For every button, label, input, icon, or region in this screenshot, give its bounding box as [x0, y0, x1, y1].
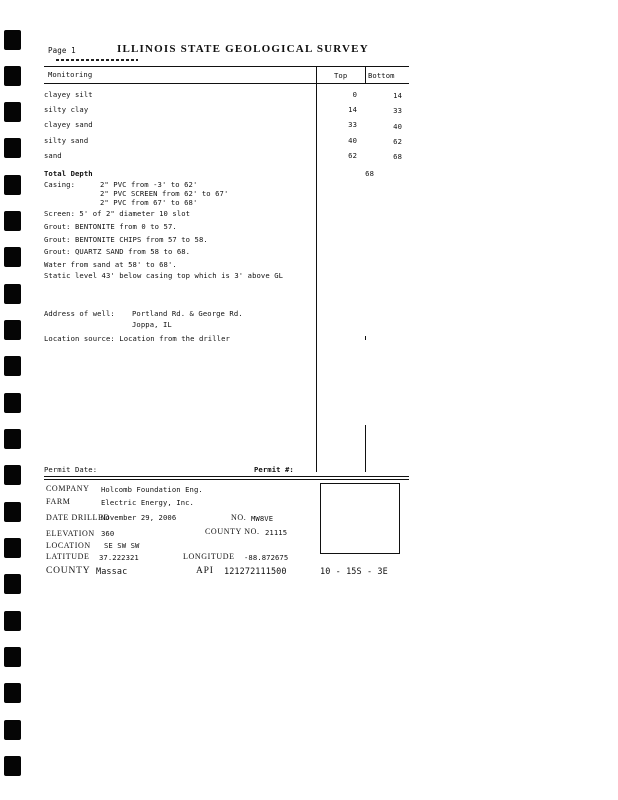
- punch-hole: [4, 66, 21, 86]
- address-label: Address of well:: [44, 309, 115, 318]
- grout-note: Grout: BENTONITE from 0 to 57.: [44, 222, 177, 231]
- casing-line: 2" PVC from -3' to 62': [100, 180, 198, 189]
- company-value: Holcomb Foundation Eng.: [101, 485, 203, 494]
- water-note: Water from sand at 58' to 68'.: [44, 260, 177, 269]
- county-value: Massac: [96, 567, 128, 577]
- column-header-description: Monitoring: [48, 70, 93, 79]
- grout-note: Grout: BENTONITE CHIPS from 57 to 58.: [44, 235, 208, 244]
- punch-hole: [4, 720, 21, 740]
- company-label: COMPANY: [46, 484, 90, 493]
- date-drilled-value: November 29, 2006: [101, 513, 177, 522]
- table-row-bottom: 68: [393, 152, 402, 161]
- location-source-note: Location source: Location from the driller: [44, 334, 230, 343]
- table-top-rule: [44, 66, 409, 67]
- punch-hole: [4, 502, 21, 522]
- casing-line: 2" PVC SCREEN from 62' to 67': [100, 189, 229, 198]
- punch-hole: [4, 683, 21, 703]
- latitude-label: LATITUDE: [46, 552, 90, 561]
- page-title: ILLINOIS STATE GEOLOGICAL SURVEY: [117, 43, 369, 55]
- elevation-value: 360: [101, 529, 115, 538]
- permit-date-label: Permit Date:: [44, 465, 98, 474]
- county-number-value: 21115: [265, 528, 288, 537]
- table-row-bottom: 33: [393, 106, 402, 115]
- punch-hole: [4, 211, 21, 231]
- township-range-value: 10 - 15S - 3E: [320, 567, 388, 577]
- punch-hole: [4, 429, 21, 449]
- table-row-top: 62: [348, 151, 357, 160]
- column-header-top: Top: [334, 71, 348, 80]
- casing-label: Casing:: [44, 180, 75, 189]
- punch-hole: [4, 102, 21, 122]
- total-depth-value: 68: [365, 169, 374, 178]
- well-number-value: MW8VE: [251, 514, 274, 523]
- table-row-bottom: 14: [393, 91, 402, 100]
- punch-hole: [4, 175, 21, 195]
- punch-hole: [4, 393, 21, 413]
- punch-hole: [4, 756, 21, 776]
- punch-hole: [4, 284, 21, 304]
- punch-hole: [4, 356, 21, 376]
- longitude-value: -88.872675: [244, 553, 289, 562]
- total-depth-label: Total Depth: [44, 169, 93, 178]
- footer-box-left: [320, 483, 321, 554]
- address-line: Portland Rd. & George Rd.: [132, 309, 243, 318]
- table-row-top: 40: [348, 136, 357, 145]
- bottom-column-divider-lower: [365, 425, 366, 472]
- punch-hole: [4, 647, 21, 667]
- location-label: LOCATION: [46, 541, 91, 550]
- punch-hole: [4, 538, 21, 558]
- title-underline: [56, 59, 138, 61]
- table-header-rule: [44, 83, 409, 84]
- footer-box-top: [320, 483, 400, 484]
- location-value: SE SW SW: [104, 541, 140, 550]
- screen-note: Screen: 5' of 2" diameter 10 slot: [44, 209, 191, 218]
- permit-number-label: Permit #:: [254, 465, 294, 474]
- table-row-desc: clayey sand: [44, 120, 93, 129]
- farm-label: FARM: [46, 497, 71, 506]
- table-row-desc: sand: [44, 151, 62, 160]
- api-label: API: [196, 566, 214, 576]
- casing-line: 2" PVC from 67' to 68': [100, 198, 198, 207]
- table-row-desc: silty clay: [44, 105, 89, 114]
- punch-hole: [4, 611, 21, 631]
- date-drilled-label: DATE DRILLED: [46, 513, 110, 522]
- longitude-label: LONGITUDE: [183, 552, 235, 561]
- footer-box-right: [399, 483, 400, 554]
- api-value: 121272111500: [224, 567, 287, 577]
- table-row-top: 14: [348, 105, 357, 114]
- footer-rule: [44, 476, 409, 477]
- well-number-label: NO.: [231, 513, 247, 522]
- punch-hole: [4, 320, 21, 340]
- table-row-desc: silty sand: [44, 136, 89, 145]
- bottom-column-divider: [365, 66, 366, 84]
- address-line: Joppa, IL: [132, 320, 172, 329]
- bottom-column-tick: [365, 336, 366, 340]
- page-number: Page 1: [48, 46, 76, 55]
- county-number-label: COUNTY NO.: [205, 527, 260, 536]
- punch-hole: [4, 138, 21, 158]
- punch-hole: [4, 247, 21, 267]
- farm-value: Electric Energy, Inc.: [101, 498, 194, 507]
- punch-hole: [4, 465, 21, 485]
- table-row-bottom: 40: [393, 122, 402, 131]
- table-row-desc: clayey silt: [44, 90, 93, 99]
- punch-hole: [4, 574, 21, 594]
- table-row-bottom: 62: [393, 137, 402, 146]
- table-row-top: 0: [352, 90, 357, 99]
- grout-note: Grout: QUARTZ SAND from 58 to 68.: [44, 247, 191, 256]
- footer-box-bottom: [320, 553, 400, 554]
- top-column-divider: [316, 66, 317, 472]
- elevation-label: ELEVATION: [46, 529, 95, 538]
- column-header-bottom: Bottom: [368, 71, 395, 80]
- county-label: COUNTY: [46, 566, 91, 576]
- latitude-value: 37.222321: [99, 553, 139, 562]
- punch-hole: [4, 30, 21, 50]
- footer-rule: [44, 479, 409, 480]
- static-level-note: Static level 43' below casing top which is 3' above GL: [44, 271, 284, 280]
- table-row-top: 33: [348, 120, 357, 129]
